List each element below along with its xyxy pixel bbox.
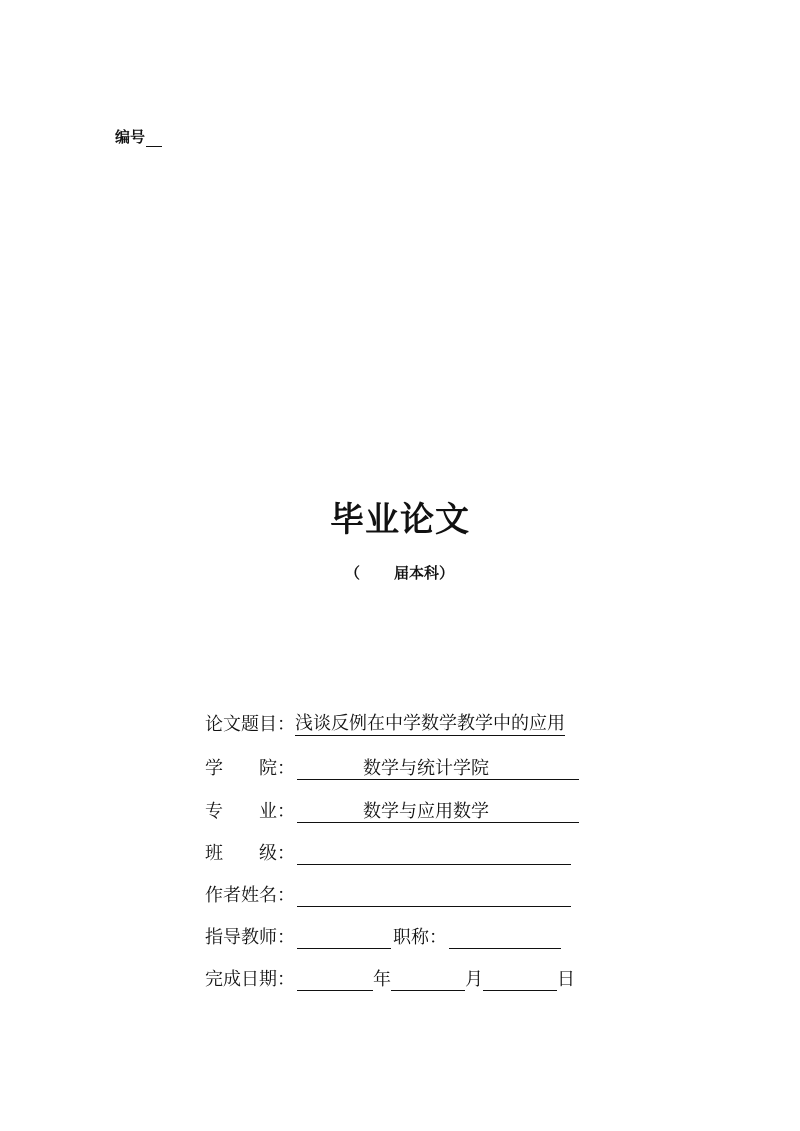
advisor-title-label: 职称： [393, 927, 447, 948]
session-text: 届本科） [394, 564, 455, 582]
major-label-char-1: 专 [205, 801, 223, 822]
date-year-label: 年 [373, 969, 391, 990]
row-major [205, 793, 579, 823]
row-author [205, 877, 571, 907]
college-label-char-2: 院 [259, 758, 277, 779]
serial-label: 编号 [115, 128, 146, 146]
row-date [205, 961, 575, 991]
major-colon: ： [277, 801, 295, 822]
college-colon: ： [277, 758, 295, 779]
date-label: 完成日期 [205, 969, 277, 990]
advisor-colon: ： [277, 927, 295, 948]
author-colon: ： [277, 885, 295, 906]
advisor-label: 指导教师 [205, 927, 277, 948]
row-topic [205, 706, 565, 736]
date-year-field[interactable] [297, 968, 373, 991]
class-label [205, 839, 277, 865]
session-open-paren: （ [345, 564, 361, 582]
date-day-label: 日 [557, 969, 575, 990]
major-label-char-2: 业 [259, 801, 277, 822]
author-label: 作者姓名 [205, 885, 277, 906]
advisor-title-field[interactable] [449, 926, 561, 949]
major-field[interactable]: 数学与应用数学 [297, 801, 579, 823]
class-colon: ： [277, 843, 295, 864]
date-colon: ： [277, 969, 295, 990]
class-field[interactable] [297, 842, 571, 865]
topic-label: 论文题目： [205, 714, 295, 735]
date-month-label: 月 [465, 969, 483, 990]
session-year-blank[interactable] [360, 562, 394, 583]
class-label-char-2: 级 [259, 843, 277, 864]
author-field[interactable] [297, 884, 571, 907]
topic-field[interactable]: 浅谈反例在中学数学教学中的应用 [295, 713, 565, 734]
row-class [205, 835, 571, 865]
serial-blank[interactable] [146, 132, 162, 147]
session-line [345, 562, 454, 583]
row-advisor [205, 919, 561, 949]
row-college [205, 750, 579, 780]
major-label [205, 797, 277, 823]
serial-number [115, 126, 162, 147]
date-day-field[interactable] [483, 968, 557, 991]
date-month-field[interactable] [391, 968, 465, 991]
advisor-field[interactable] [297, 926, 391, 949]
college-label [205, 754, 277, 780]
thesis-title: 毕业论文 [330, 500, 470, 540]
class-label-char-1: 班 [205, 843, 223, 864]
college-field[interactable]: 数学与统计学院 [297, 758, 579, 780]
college-label-char-1: 学 [205, 758, 223, 779]
